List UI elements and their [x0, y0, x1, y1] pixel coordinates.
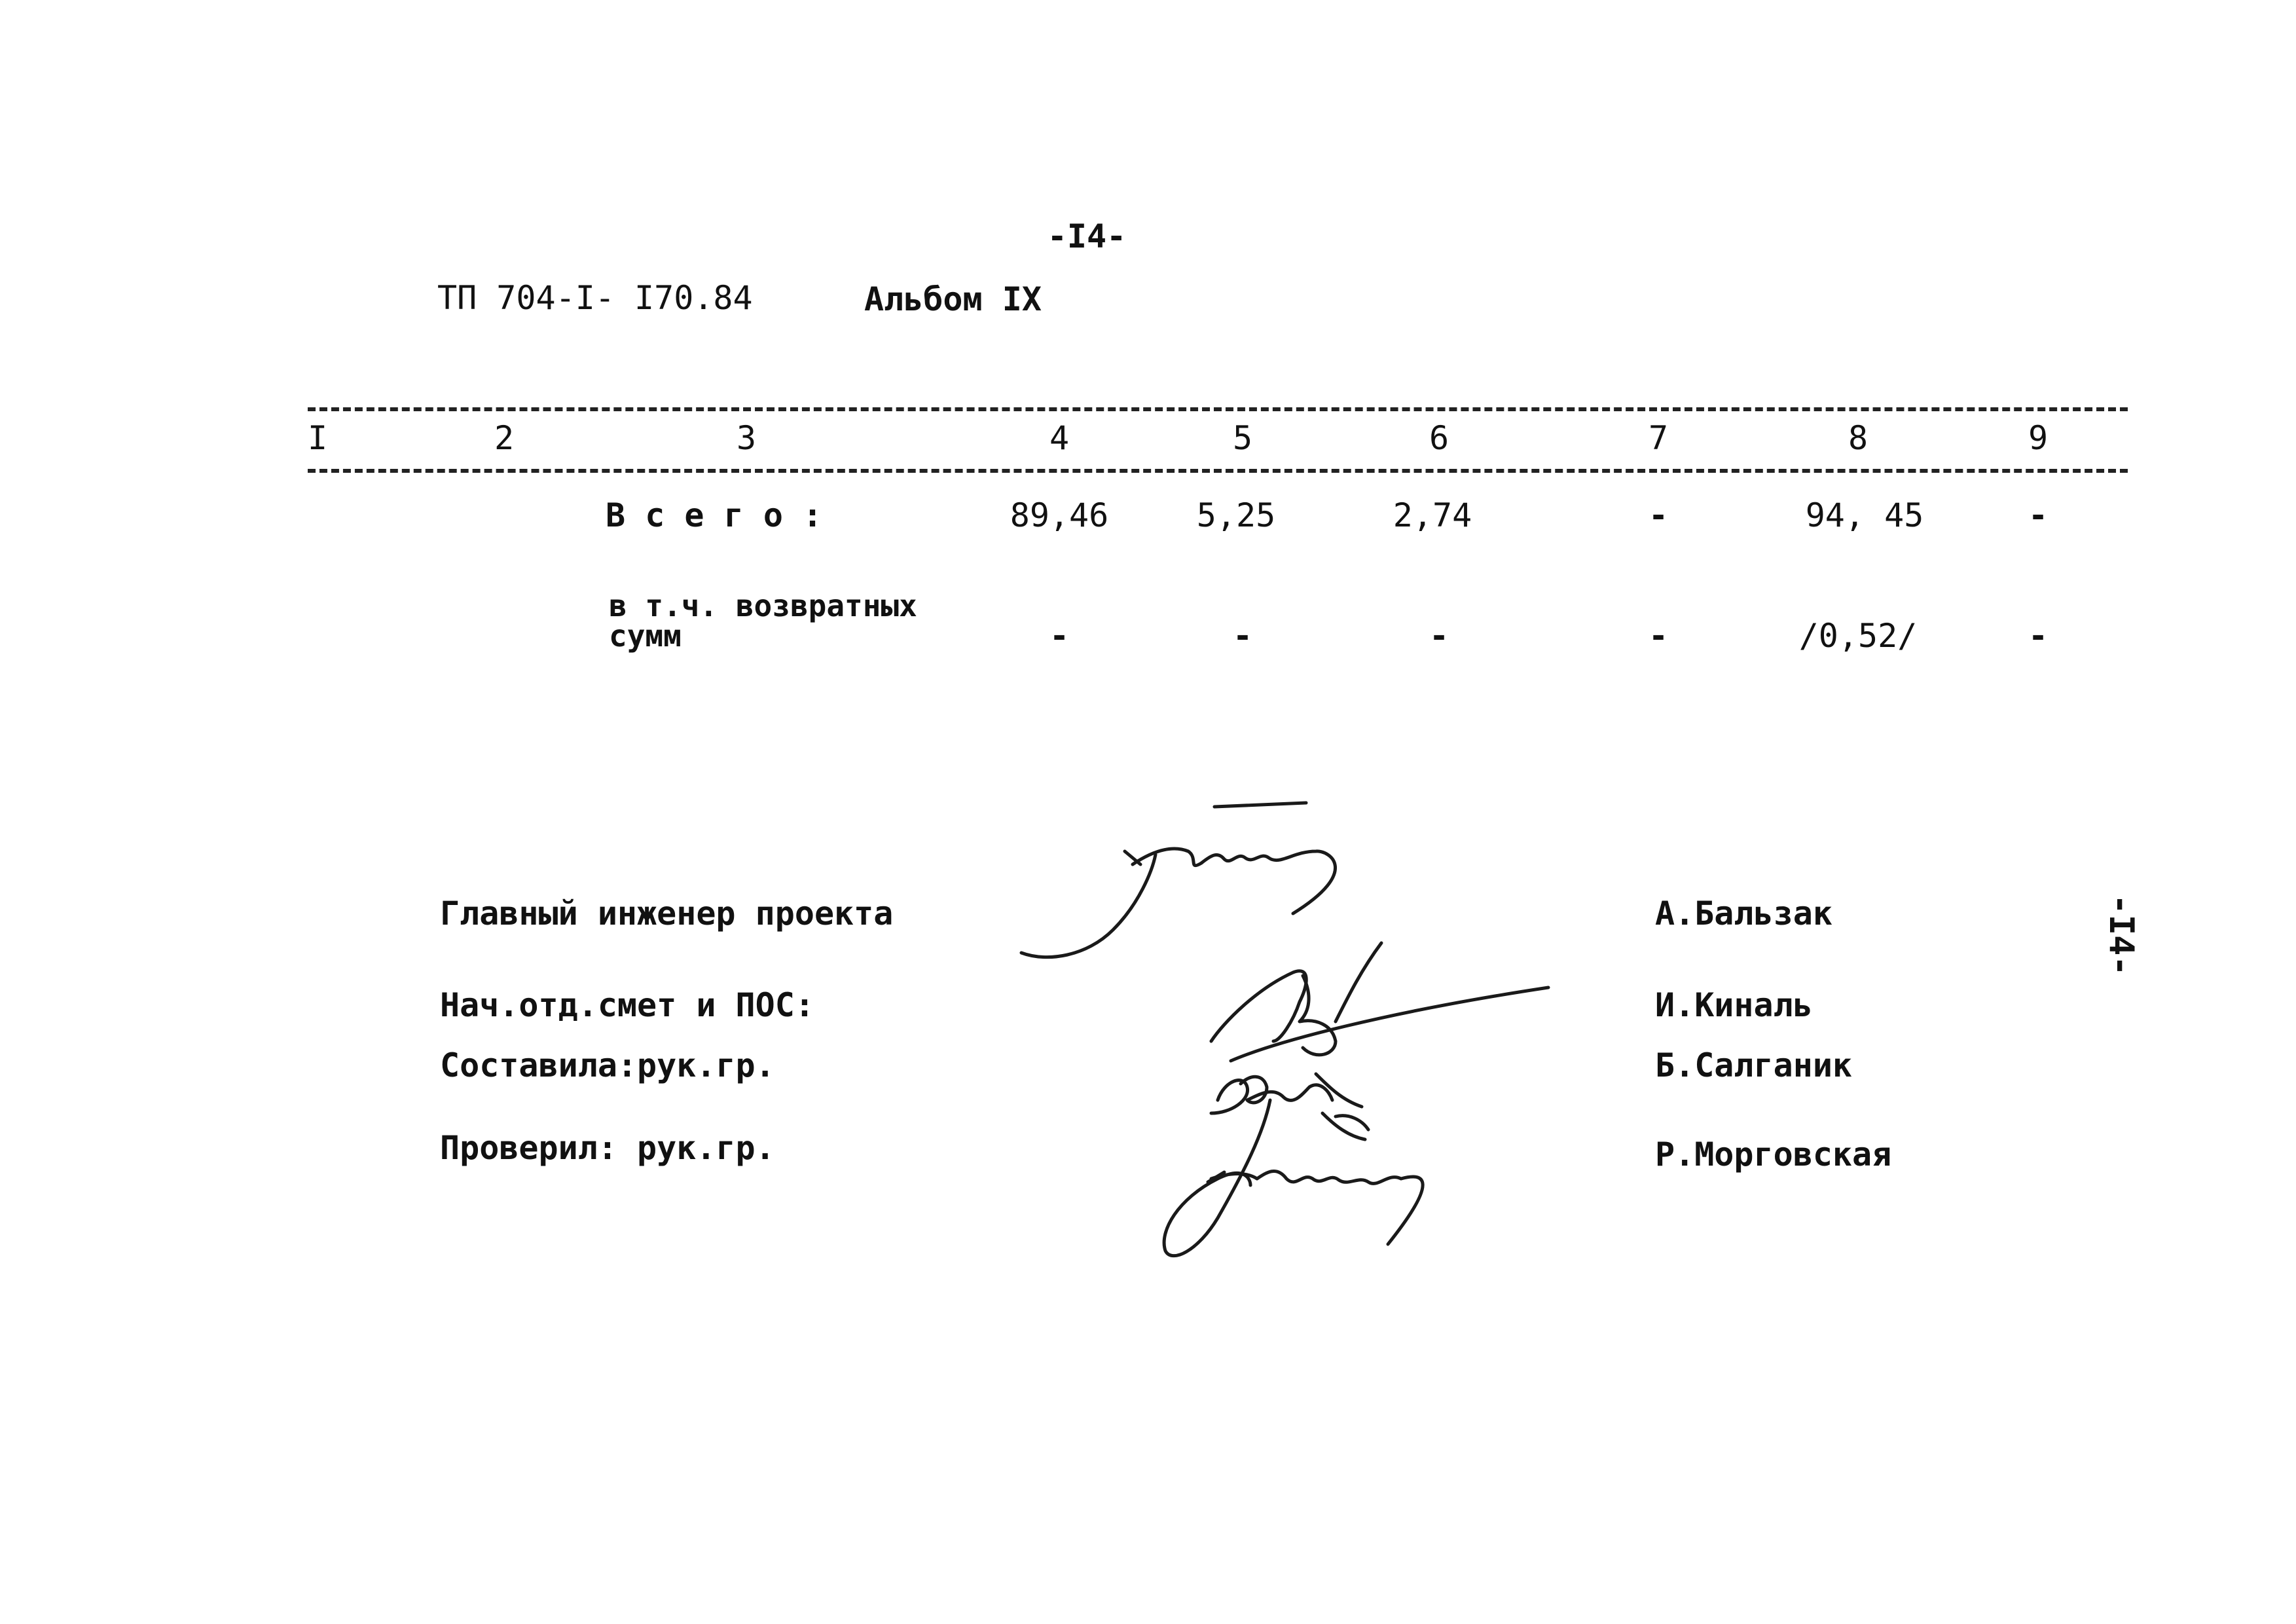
document-code: ТП 704-I- I70.84	[437, 279, 753, 317]
row-label-refundable: в т.ч. возвратных	[609, 588, 917, 623]
table-cell: -	[2028, 617, 2049, 655]
margin-page-number: -I4-	[2102, 894, 2141, 976]
row-label-total: В с е г о :	[606, 496, 823, 534]
table-cell: -	[1049, 617, 1070, 655]
table-cell: 5,25	[1196, 496, 1276, 534]
signatory-role: Нач.отд.смет и ПОС:	[440, 986, 814, 1024]
signatory-role: Главный инженер проекта	[440, 895, 894, 932]
table-cell: -	[1429, 617, 1449, 655]
table-cell: 89,46	[1010, 496, 1109, 534]
table-cell: -	[2028, 496, 2049, 534]
signatory-name: Р.Морговская	[1655, 1135, 1892, 1173]
signatory-role: Проверил: рук.гр.	[440, 1129, 775, 1167]
table-cell: -	[1648, 617, 1669, 655]
column-number: 4	[1049, 419, 1070, 457]
album-label: Альбом IX	[864, 280, 1042, 318]
table-cell: -	[1648, 496, 1669, 534]
signature-compiler	[1211, 1074, 1368, 1139]
row-label-refundable-cont: сумм	[609, 618, 682, 654]
signature-checker	[1164, 1100, 1423, 1256]
column-number: 3	[736, 419, 757, 457]
signatory-name: Б.Салганик	[1655, 1046, 1853, 1084]
column-number: 6	[1429, 419, 1449, 457]
signatory-name: А.Бальзак	[1655, 895, 1832, 932]
table-cell: 94, 45	[1805, 496, 1924, 534]
signatory-role: Составила:рук.гр.	[440, 1046, 775, 1084]
column-number: I	[307, 419, 328, 457]
table-cell: /0,52/	[1798, 617, 1918, 655]
signatory-name: И.Киналь	[1655, 986, 1813, 1024]
column-number: 9	[2028, 419, 2049, 457]
signature-chief-engineer	[1021, 803, 1336, 957]
column-number: 5	[1232, 419, 1253, 457]
table-cell: -	[1232, 617, 1253, 655]
table-cell: 2,74	[1393, 496, 1472, 534]
column-number: 2	[494, 419, 515, 457]
page-number: -I4-	[1047, 217, 1127, 255]
column-number: 8	[1848, 419, 1868, 457]
column-number: 7	[1648, 419, 1669, 457]
signature-head-of-department	[1211, 943, 1548, 1061]
